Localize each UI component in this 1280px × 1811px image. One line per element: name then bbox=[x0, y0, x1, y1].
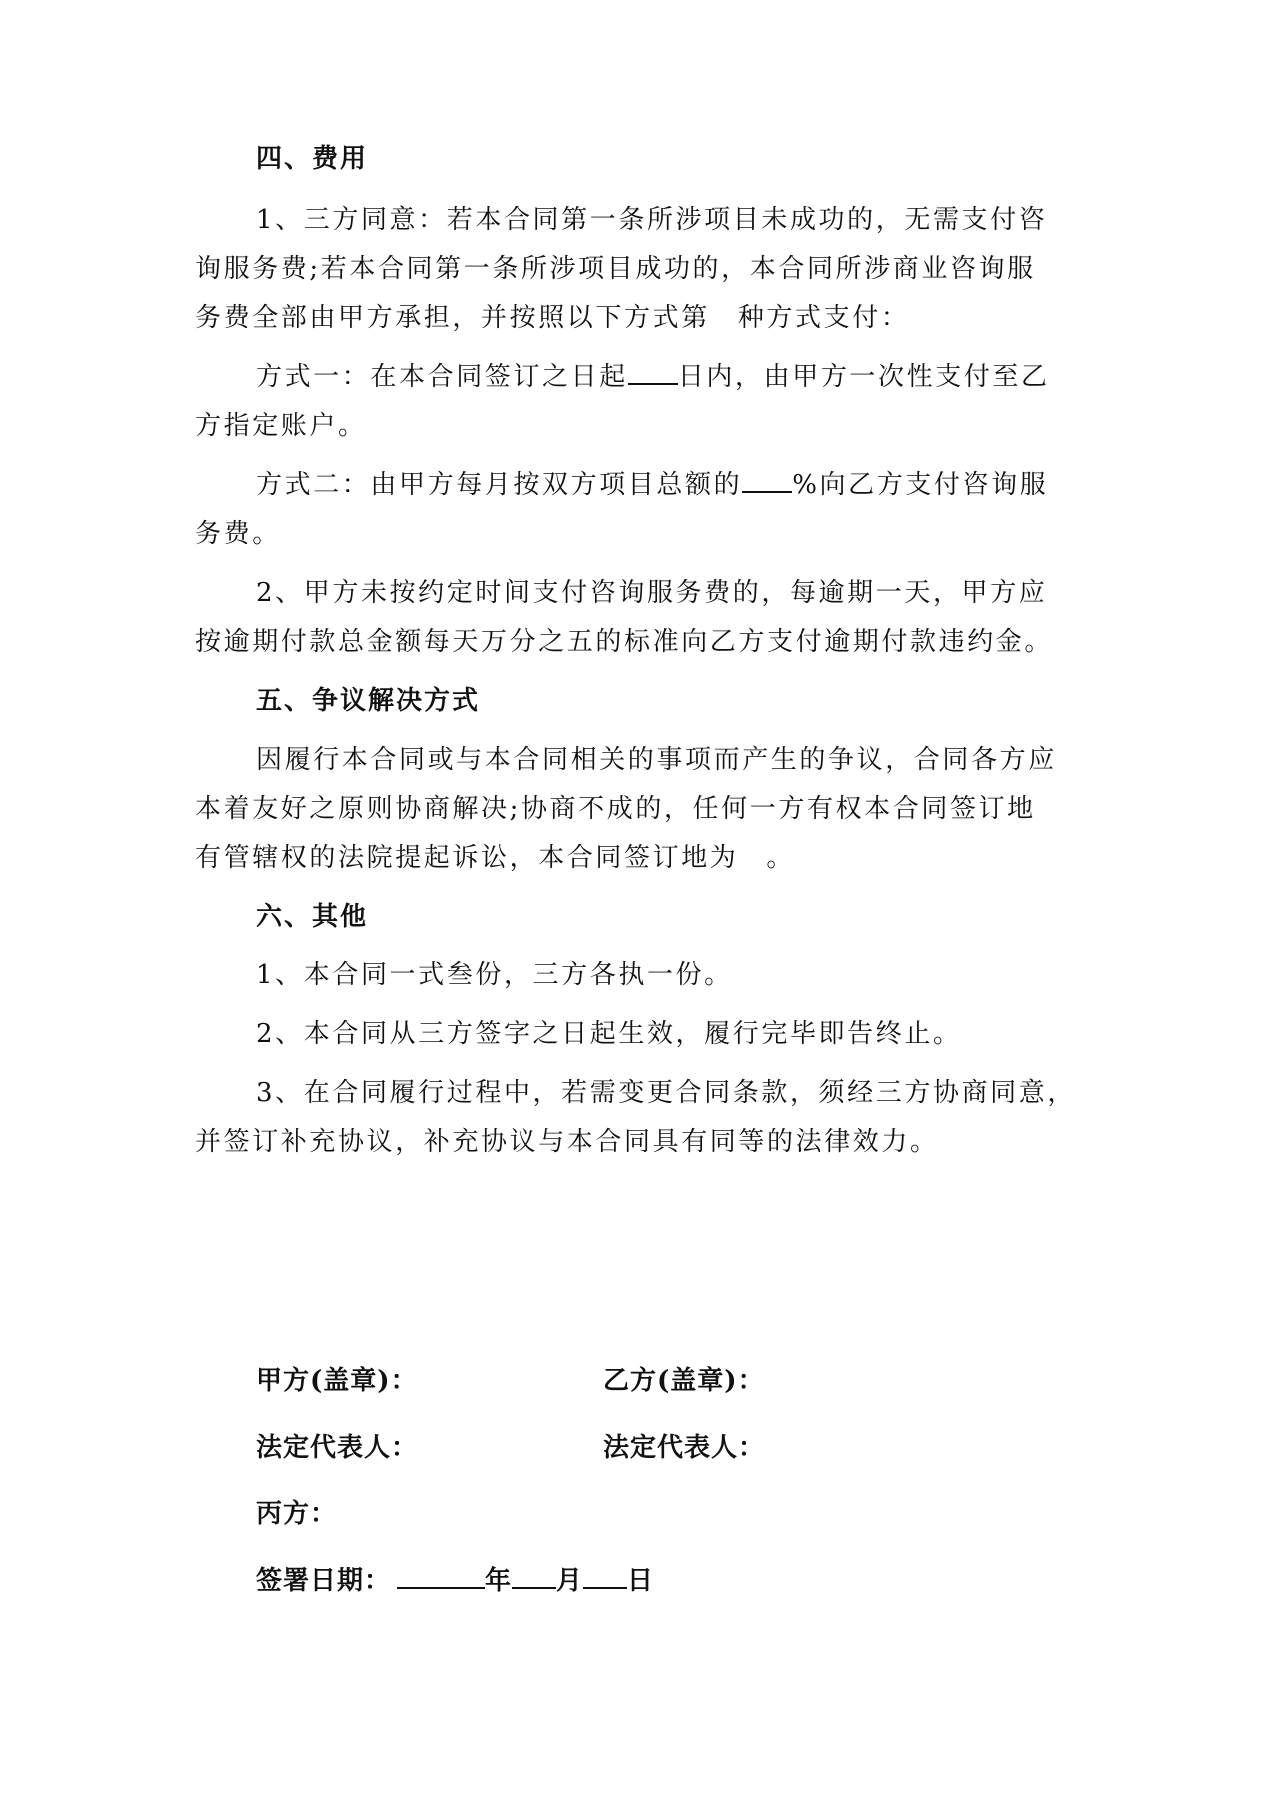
other-item1: 1、本合同一式叁份，三方各执一份。 bbox=[256, 960, 733, 990]
party-c-label: 丙方： bbox=[256, 1499, 338, 1529]
party-b-rep-label: 法定代表人： bbox=[603, 1433, 766, 1463]
signing-date-row bbox=[256, 1564, 654, 1598]
other-item3-line2: 并签订补充协议，补充协议与本合同具有同等的法律效力。 bbox=[195, 1127, 939, 1157]
other-item2: 2、本合同从三方签字之日起生效，履行完毕即告终止。 bbox=[256, 1019, 962, 1049]
option1-line1-a: 方式一：在本合同签订之日起 bbox=[256, 362, 628, 392]
option2-line2: 务费。 bbox=[195, 519, 281, 549]
signing-date-label: 签署日期： bbox=[256, 1566, 392, 1596]
option1-line2: 方指定账户。 bbox=[195, 411, 367, 441]
party-a-rep-label: 法定代表人： bbox=[256, 1433, 419, 1463]
option2-line1-a: 方式二：由甲方每月按双方项目总额的 bbox=[256, 470, 743, 500]
dispute-line3-b: 。 bbox=[766, 843, 796, 873]
year-label: 年 bbox=[485, 1566, 513, 1596]
fees-clause1-line1: 1、三方同意：若本合同第一条所涉项目未成功的，无需支付咨 bbox=[256, 205, 1048, 235]
day-label: 日 bbox=[627, 1566, 655, 1596]
dispute-line1: 因履行本合同或与本合同相关的事项而产生的争议，合同各方应 bbox=[256, 745, 1057, 775]
section-heading-dispute: 五、争议解决方式 bbox=[256, 686, 481, 716]
fees-clause1-line3-a: 务费全部由甲方承担，并按照以下方式第 bbox=[195, 303, 710, 333]
section-heading-other: 六、其他 bbox=[256, 902, 369, 932]
option2-line1-b: %向乙方支付咨询服 bbox=[792, 470, 1049, 500]
fees-clause1-line2: 询服务费;若本合同第一条所涉项目成功的，本合同所涉商业咨询服 bbox=[195, 254, 1036, 284]
fees-clause2-line1: 2、甲方未按约定时间支付咨询服务费的，每逾期一天，甲方应 bbox=[256, 578, 1048, 608]
dispute-line2: 本着友好之原则协商解决;协商不成的，任何一方有权本合同签订地 bbox=[195, 794, 1036, 824]
month-blank[interactable] bbox=[512, 1565, 556, 1589]
month-label: 月 bbox=[556, 1566, 584, 1596]
fees-clause1-line3-b: 种方式支付： bbox=[737, 303, 910, 333]
section-heading-fees: 四、费用 bbox=[256, 144, 369, 174]
fees-clause2-line2: 按逾期付款总金额每天万分之五的标准向乙方支付逾期付款违约金。 bbox=[195, 627, 1054, 657]
other-item3-line1: 3、在合同履行过程中，若需变更合同条款，须经三方协商同意， bbox=[256, 1078, 1076, 1108]
party-b-seal-label: 乙方(盖章)： bbox=[603, 1366, 765, 1396]
party-a-seal-label: 甲方(盖章)： bbox=[256, 1366, 418, 1396]
dispute-line3 bbox=[195, 841, 795, 875]
day-blank[interactable] bbox=[583, 1565, 627, 1589]
option2-line1 bbox=[256, 468, 1048, 502]
percentage-blank[interactable] bbox=[742, 469, 792, 493]
dispute-line3-a: 有管辖权的法院提起诉讼，本合同签订地为 bbox=[195, 843, 739, 873]
option1-line1 bbox=[256, 360, 1050, 394]
days-blank[interactable] bbox=[628, 361, 678, 385]
year-blank[interactable] bbox=[397, 1565, 485, 1589]
option1-line1-b: 日内，由甲方一次性支付至乙 bbox=[677, 362, 1050, 392]
fees-clause1-line3 bbox=[195, 301, 909, 335]
